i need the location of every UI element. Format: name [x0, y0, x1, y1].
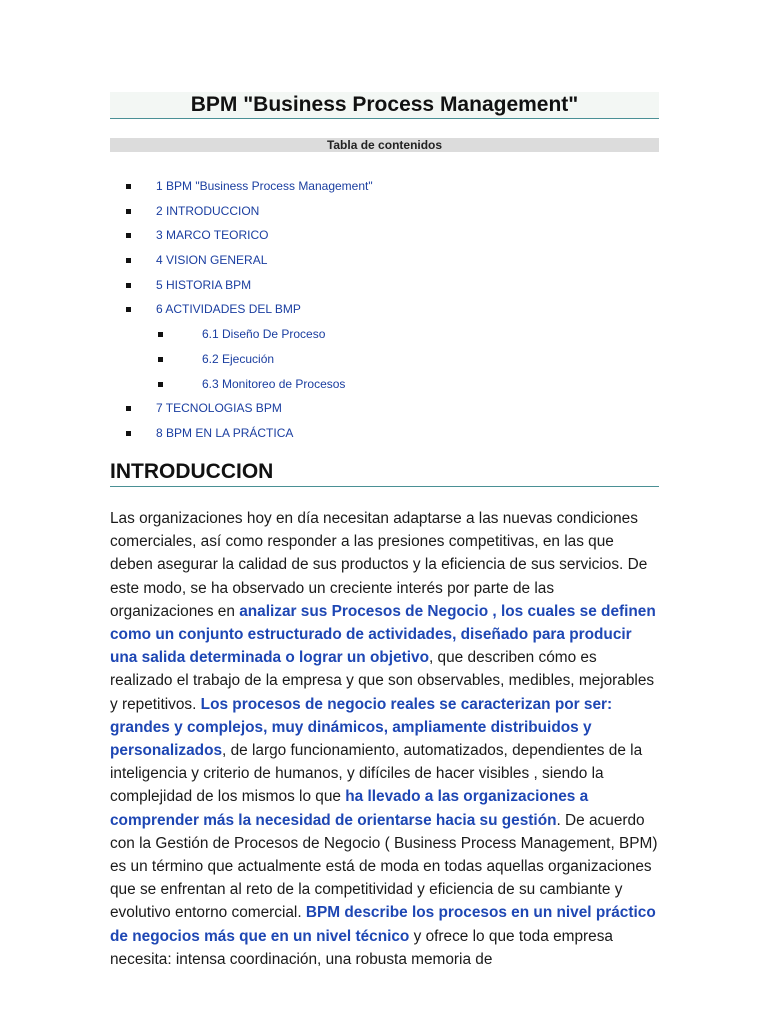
highlighted-text: BPM describe los procesos en un nivel práctico de negocios más que en un nivel técnico: [110, 904, 656, 945]
toc-item: [110, 248, 659, 273]
section-heading-bar: [110, 458, 659, 487]
toc-link[interactable]: 7 TECNOLOGIAS BPM: [156, 401, 282, 416]
toc-item: [110, 421, 659, 446]
toc-header: Tabla de contenidos: [110, 138, 659, 152]
toc-item: [110, 297, 659, 322]
bullet-icon: [158, 332, 163, 337]
toc-link[interactable]: 5 HISTORIA BPM: [156, 277, 252, 292]
toc-link[interactable]: 6.2 Ejecución: [202, 351, 275, 366]
toc-item: [110, 199, 659, 224]
body-text: Las organizaciones hoy en día necesitan adaptarse a las nuevas condiciones comerciales, así como responder a las presiones competitivas, en las que deben asegurar la calidad de sus productos y la eficiencia de sus servicios. De este modo, se ha observado un creciente interés por parte de las organizaciones en: [110, 510, 648, 620]
page-title: BPM "Business Process Management": [190, 93, 579, 116]
bullet-icon: [126, 283, 131, 288]
body-text: . De acuerdo con la Gestión de Procesos de Negocio ( Business Process Management, BPM) es un término que actualmente está de moda en todas aquellas organizaciones que se enfrentan al reto de la competitividad y eficiencia de su cambiante y evolutivo entorno comercial.: [110, 811, 658, 922]
toc-item: [110, 396, 659, 421]
bullet-icon: [126, 406, 131, 411]
toc-item: [110, 273, 659, 298]
section-heading: INTRODUCCION: [110, 460, 274, 483]
highlighted-text: ha llevado a las organizaciones a comprender más la necesidad de orientarse hacia su gestión: [110, 788, 589, 829]
highlighted-text: Los procesos de negocio reales se caracterizan por ser: grandes y complejos, muy dinámicos, ampliamente distribuidos y personalizados: [110, 695, 613, 760]
bullet-icon: [126, 184, 131, 189]
bullet-icon: [158, 382, 163, 387]
body-text: , de largo funcionamiento, automatizados, dependientes de la inteligencia y criterio de humanos, y difíciles de hacer visibles , siendo la complejidad de los mismos lo que: [110, 742, 643, 806]
toc-link[interactable]: 6.1 Diseño De Proceso: [202, 327, 326, 342]
toc-link[interactable]: 1 BPM "Business Process Management": [156, 179, 373, 193]
toc-link[interactable]: 6 ACTIVIDADES DEL BMP: [156, 302, 301, 317]
toc-item: [110, 347, 659, 372]
bullet-icon: [126, 431, 131, 436]
toc-link[interactable]: 6.3 Monitoreo de Procesos: [202, 376, 346, 391]
toc-item: [110, 174, 659, 199]
body-text: y ofrece lo que toda empresa necesita: intensa coordinación, una robusta memoria de: [110, 927, 613, 968]
toc-item: [110, 223, 659, 248]
bullet-icon: [158, 357, 163, 362]
toc-item: [110, 322, 659, 347]
toc-list: [110, 174, 659, 446]
intro-paragraph: [110, 507, 659, 971]
toc-item: [110, 372, 659, 397]
body-text: , que describen cómo es realizado el trabajo de la empresa y que son observables, medibles, mejorables y repetitivos.: [110, 649, 655, 713]
toc-link[interactable]: 3 MARCO TEORICO: [156, 228, 269, 243]
bullet-icon: [126, 307, 131, 312]
bullet-icon: [126, 233, 131, 238]
toc-link[interactable]: 2 INTRODUCCION: [156, 203, 260, 218]
highlighted-text: analizar sus Procesos de Negocio , los cuales se definen como un conjunto estructurado de actividades, diseñado para producir una salida determinada o lograr un objetivo: [110, 602, 656, 667]
toc-link[interactable]: 4 VISION GENERAL: [156, 253, 268, 268]
bullet-icon: [126, 209, 131, 214]
bullet-icon: [126, 258, 131, 263]
title-bar: [110, 92, 659, 119]
toc-link[interactable]: 8 BPM EN LA PRÁCTICA: [156, 425, 294, 440]
